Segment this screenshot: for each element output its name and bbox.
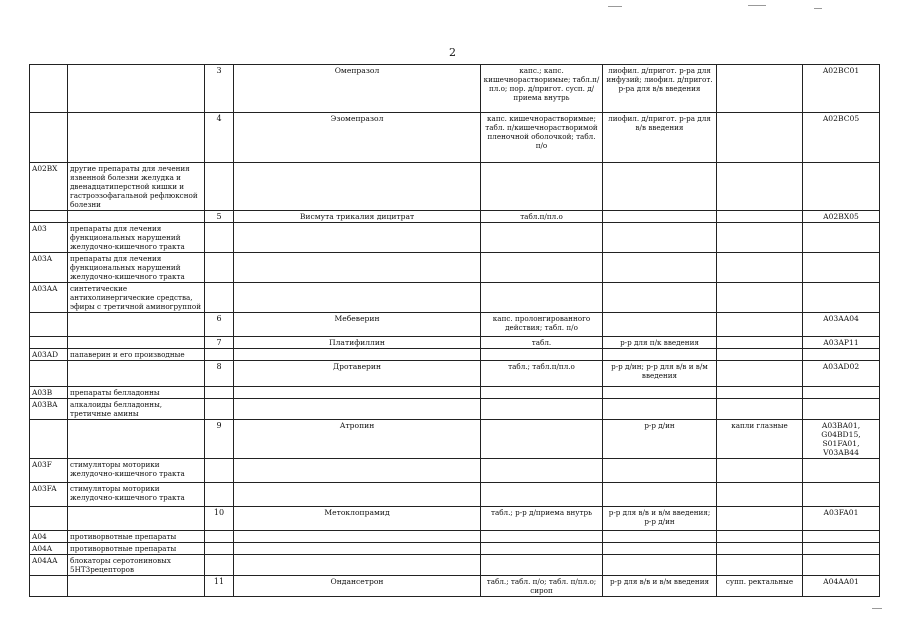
dosage-form-oral: табл.; р-р д/приема внутрь [481, 507, 603, 531]
drug-name: Дротаверин [234, 361, 481, 387]
group-row [30, 555, 880, 576]
row-number: 5 [205, 211, 234, 223]
dosage-form-oral: капс. кишечнорастворимые; табл. п/кишечнорастворимой пленочной оболочкой; табл. п/о [481, 113, 603, 163]
cell-empty [481, 483, 603, 507]
dosage-form-injection: р-р д/ин [603, 420, 717, 459]
atc-group-description: препараты для лечения функциональных нарушений желудочно-кишечного тракта [68, 253, 205, 283]
cell-empty [234, 531, 481, 543]
cell-empty [30, 420, 68, 459]
cell-empty [30, 313, 68, 337]
cell-empty [205, 555, 234, 576]
atc-code: A03AA04 [803, 313, 880, 337]
atc-code: A03AP11 [803, 337, 880, 349]
cell-empty [234, 283, 481, 313]
cell-empty [30, 507, 68, 531]
atc-group-code: A03 [30, 223, 68, 253]
cell-empty [803, 531, 880, 543]
group-row [30, 399, 880, 420]
cell-empty [205, 283, 234, 313]
cell-empty [205, 483, 234, 507]
cell-empty [603, 387, 717, 399]
cell-empty [234, 483, 481, 507]
dosage-form-other [717, 337, 803, 349]
row-number: 7 [205, 337, 234, 349]
cell-empty [717, 399, 803, 420]
cell-empty [603, 253, 717, 283]
drug-row [30, 211, 880, 223]
cell-empty [481, 163, 603, 211]
dosage-form-injection: лиофил. д/пригот. р-ра для инфузий; лиофил. д/пригот. р-ра для в/в введения [603, 65, 717, 113]
cell-empty [234, 223, 481, 253]
dosage-form-other: капли глазные [717, 420, 803, 459]
cell-empty [803, 555, 880, 576]
cell-empty [30, 361, 68, 387]
cell-empty [717, 543, 803, 555]
cell-empty [234, 253, 481, 283]
atc-group-code: A04AA [30, 555, 68, 576]
cell-empty [803, 223, 880, 253]
cell-empty [481, 459, 603, 483]
cell-empty [30, 65, 68, 113]
atc-group-code: A04A [30, 543, 68, 555]
row-number: 10 [205, 507, 234, 531]
row-number: 11 [205, 576, 234, 597]
scan-artifact [814, 8, 822, 9]
cell-empty [481, 543, 603, 555]
drug-list-table [29, 64, 880, 597]
cell-empty [481, 531, 603, 543]
cell-empty [603, 459, 717, 483]
atc-group-code: A03B [30, 387, 68, 399]
cell-empty [205, 349, 234, 361]
dosage-form-other [717, 507, 803, 531]
cell-empty [603, 283, 717, 313]
cell-empty [481, 349, 603, 361]
cell-empty [717, 253, 803, 283]
atc-group-description: стимуляторы моторики желудочно-кишечного тракта [68, 459, 205, 483]
row-number: 9 [205, 420, 234, 459]
atc-group-description: противорвотные препараты [68, 531, 205, 543]
dosage-form-oral: капс. пролонгированного действия; табл. п/о [481, 313, 603, 337]
cell-empty [68, 113, 205, 163]
cell-empty [803, 349, 880, 361]
cell-empty [68, 420, 205, 459]
cell-empty [803, 387, 880, 399]
cell-empty [68, 211, 205, 223]
group-row [30, 543, 880, 555]
cell-empty [803, 399, 880, 420]
dosage-form-other [717, 361, 803, 387]
cell-empty [234, 399, 481, 420]
cell-empty [803, 483, 880, 507]
cell-empty [481, 387, 603, 399]
row-number: 3 [205, 65, 234, 113]
scan-artifact [872, 608, 882, 609]
drug-name: Висмута трикалия дицитрат [234, 211, 481, 223]
atc-group-code: A03FA [30, 483, 68, 507]
atc-group-description: препараты для лечения функциональных нарушений желудочно-кишечного тракта [68, 223, 205, 253]
group-row [30, 387, 880, 399]
atc-group-code: A03A [30, 253, 68, 283]
atc-code: A03AD02 [803, 361, 880, 387]
cell-empty [481, 399, 603, 420]
cell-empty [68, 337, 205, 349]
atc-group-description: препараты белладонны [68, 387, 205, 399]
cell-empty [30, 113, 68, 163]
dosage-form-injection: лиофил. д/пригот. р-ра для в/в введения [603, 113, 717, 163]
cell-empty [481, 283, 603, 313]
atc-group-description: синтетические антихолинергические средства, эфиры с третичной аминогруппой [68, 283, 205, 313]
cell-empty [717, 349, 803, 361]
atc-group-code: A03F [30, 459, 68, 483]
atc-code: A04AA01 [803, 576, 880, 597]
atc-group-description: стимуляторы моторики желудочно-кишечного тракта [68, 483, 205, 507]
drug-name: Эзомепразол [234, 113, 481, 163]
drug-row [30, 313, 880, 337]
cell-empty [717, 163, 803, 211]
scan-artifact [608, 6, 622, 7]
dosage-form-oral: табл.; табл. п/о; табл. п/пл.о; сироп [481, 576, 603, 597]
dosage-form-other [717, 65, 803, 113]
dosage-form-other [717, 211, 803, 223]
cell-empty [603, 163, 717, 211]
cell-empty [717, 555, 803, 576]
atc-code: A02BC01 [803, 65, 880, 113]
dosage-form-injection: р-р для п/к введения [603, 337, 717, 349]
atc-group-description: другие препараты для лечения язвенной болезни желудка и двенадцатиперстной кишки и гастроэзофагальной рефлюксной болезни [68, 163, 205, 211]
cell-empty [234, 163, 481, 211]
cell-empty [205, 253, 234, 283]
drug-row [30, 420, 880, 459]
cell-empty [803, 543, 880, 555]
atc-code: A03FA01 [803, 507, 880, 531]
dosage-form-injection [603, 313, 717, 337]
cell-empty [603, 531, 717, 543]
cell-empty [803, 163, 880, 211]
cell-empty [803, 283, 880, 313]
cell-empty [603, 399, 717, 420]
dosage-form-injection: р-р для в/в и в/м введения; р-р д/ин [603, 507, 717, 531]
dosage-form-injection: р-р д/ин; р-р для в/в и в/м введения [603, 361, 717, 387]
cell-empty [205, 387, 234, 399]
scan-artifact [748, 5, 766, 6]
row-number: 4 [205, 113, 234, 163]
group-row [30, 531, 880, 543]
cell-empty [481, 253, 603, 283]
cell-empty [717, 283, 803, 313]
cell-empty [717, 459, 803, 483]
dosage-form-injection [603, 211, 717, 223]
drug-row [30, 507, 880, 531]
cell-empty [205, 531, 234, 543]
drug-name: Омепразол [234, 65, 481, 113]
atc-code: A02BC05 [803, 113, 880, 163]
cell-empty [68, 65, 205, 113]
drug-name: Атропин [234, 420, 481, 459]
dosage-form-oral: табл.; табл.п/пл.о [481, 361, 603, 387]
atc-group-description: папаверин и его производные [68, 349, 205, 361]
cell-empty [234, 349, 481, 361]
cell-empty [481, 223, 603, 253]
drug-name: Платифиллин [234, 337, 481, 349]
dosage-form-other [717, 313, 803, 337]
cell-empty [717, 223, 803, 253]
dosage-form-oral [481, 420, 603, 459]
dosage-form-injection: р-р для в/в и в/м введения [603, 576, 717, 597]
cell-empty [30, 337, 68, 349]
cell-empty [205, 543, 234, 555]
group-row [30, 349, 880, 361]
cell-empty [603, 483, 717, 507]
drug-name: Метоклопрамид [234, 507, 481, 531]
atc-group-code: A03AA [30, 283, 68, 313]
group-row [30, 253, 880, 283]
atc-group-description: противорвотные препараты [68, 543, 205, 555]
cell-empty [234, 387, 481, 399]
cell-empty [68, 313, 205, 337]
cell-empty [234, 543, 481, 555]
cell-empty [603, 543, 717, 555]
atc-group-description: блокаторы серотониновых 5НТ3рецепторов [68, 555, 205, 576]
drug-row [30, 361, 880, 387]
cell-empty [205, 163, 234, 211]
cell-empty [717, 531, 803, 543]
dosage-form-oral: табл.п/пл.о [481, 211, 603, 223]
drug-row [30, 337, 880, 349]
atc-code: A03BA01, G04BD15, S01FA01, V03AB44 [803, 420, 880, 459]
dosage-form-other [717, 113, 803, 163]
dosage-form-oral: капс.; капс. кишечнорастворимые; табл.п/пл.о; пор. д/пригот. сусп. д/приема внутрь [481, 65, 603, 113]
page-number: 2 [449, 46, 456, 59]
cell-empty [603, 349, 717, 361]
cell-empty [603, 223, 717, 253]
drug-row [30, 576, 880, 597]
atc-group-code: A03AD [30, 349, 68, 361]
cell-empty [717, 387, 803, 399]
drug-name: Ондансетрон [234, 576, 481, 597]
cell-empty [234, 459, 481, 483]
dosage-form-other: супп. ректальные [717, 576, 803, 597]
cell-empty [205, 223, 234, 253]
cell-empty [68, 361, 205, 387]
group-row [30, 283, 880, 313]
row-number: 6 [205, 313, 234, 337]
cell-empty [603, 555, 717, 576]
cell-empty [803, 459, 880, 483]
group-row [30, 483, 880, 507]
cell-empty [30, 211, 68, 223]
atc-group-code: A03BA [30, 399, 68, 420]
drug-row [30, 113, 880, 163]
atc-group-code: A04 [30, 531, 68, 543]
group-row [30, 163, 880, 211]
row-number: 8 [205, 361, 234, 387]
cell-empty [717, 483, 803, 507]
atc-group-description: алкалоиды белладонны, третичные амины [68, 399, 205, 420]
atc-group-code: A02BX [30, 163, 68, 211]
atc-code: A02BX05 [803, 211, 880, 223]
cell-empty [481, 555, 603, 576]
cell-empty [803, 253, 880, 283]
group-row [30, 459, 880, 483]
cell-empty [68, 507, 205, 531]
cell-empty [205, 399, 234, 420]
cell-empty [234, 555, 481, 576]
drug-row [30, 65, 880, 113]
group-row [30, 223, 880, 253]
drug-name: Мебеверин [234, 313, 481, 337]
cell-empty [205, 459, 234, 483]
cell-empty [30, 576, 68, 597]
cell-empty [68, 576, 205, 597]
dosage-form-oral: табл. [481, 337, 603, 349]
